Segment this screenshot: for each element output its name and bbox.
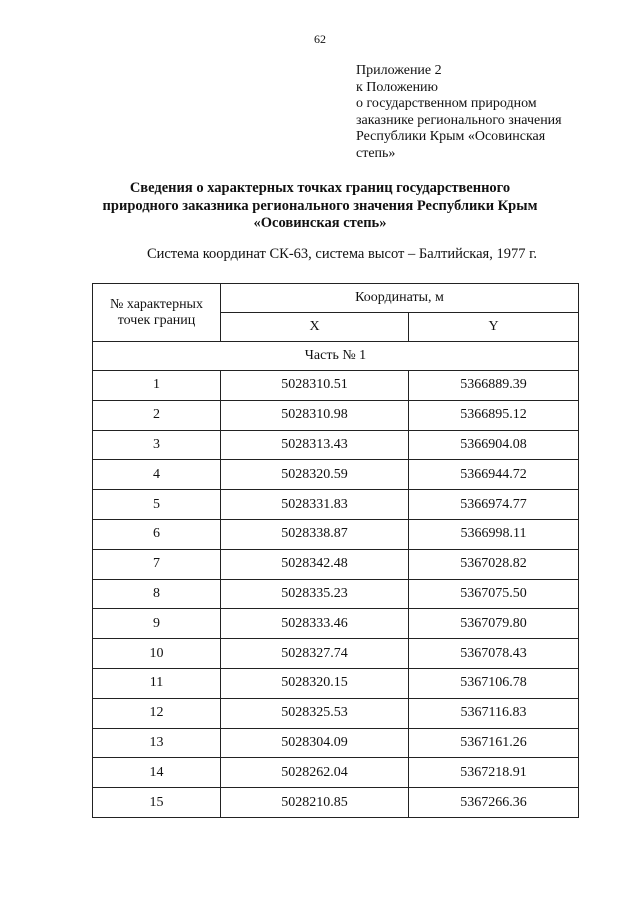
coordinate-system-caption: Система координат СК-63, система высот – Балтийская, 1977 г. bbox=[146, 246, 538, 262]
x-coordinate-cell: 5028335.23 bbox=[221, 579, 409, 609]
y-coordinate-cell: 5367028.82 bbox=[409, 549, 579, 579]
title-line: природного заказника регионального значения Республики Крым bbox=[102, 197, 538, 214]
point-number-cell: 1 bbox=[93, 371, 221, 401]
point-number-cell: 13 bbox=[93, 728, 221, 758]
table-row bbox=[93, 400, 579, 430]
y-coordinate-cell: 5367075.50 bbox=[409, 579, 579, 609]
document-title bbox=[40, 180, 600, 233]
point-number-cell: 3 bbox=[93, 430, 221, 460]
y-coordinate-cell: 5366889.39 bbox=[409, 371, 579, 401]
y-coordinate-cell: 5367116.83 bbox=[409, 698, 579, 728]
y-coordinate-cell: 5367161.26 bbox=[409, 728, 579, 758]
x-coordinate-cell: 5028338.87 bbox=[221, 519, 409, 549]
x-coordinate-cell: 5028331.83 bbox=[221, 490, 409, 520]
point-number-cell: 8 bbox=[93, 579, 221, 609]
x-coordinate-cell: 5028262.04 bbox=[221, 758, 409, 788]
x-coordinate-cell: 5028342.48 bbox=[221, 549, 409, 579]
coordinates-header: Координаты, м bbox=[221, 284, 579, 313]
point-header-line: точек границ bbox=[117, 312, 196, 328]
point-number-cell: 9 bbox=[93, 609, 221, 639]
title-line: Сведения о характерных точках границ государственного bbox=[129, 180, 511, 196]
table-row bbox=[93, 639, 579, 669]
table-row bbox=[93, 728, 579, 758]
coordinates-table-body bbox=[93, 284, 579, 818]
table-row bbox=[93, 579, 579, 609]
table-row bbox=[93, 490, 579, 520]
y-coordinate-cell: 5367218.91 bbox=[409, 758, 579, 788]
coordinates-table bbox=[92, 283, 579, 818]
y-coordinate-cell: 5367106.78 bbox=[409, 668, 579, 698]
part-label: Часть № 1 bbox=[93, 342, 579, 371]
table-row bbox=[93, 519, 579, 549]
appendix-line: Республики Крым «Осовинская bbox=[356, 129, 546, 144]
appendix-note bbox=[356, 63, 616, 162]
title-line: «Осовинская степь» bbox=[253, 215, 387, 231]
y-coordinate-cell: 5367079.80 bbox=[409, 609, 579, 639]
appendix-line: к Положению bbox=[356, 79, 439, 95]
appendix-line: Приложение 2 bbox=[356, 63, 442, 78]
y-coordinate-cell: 5366944.72 bbox=[409, 460, 579, 490]
table-header-row bbox=[93, 284, 579, 313]
y-coordinate-cell: 5367078.43 bbox=[409, 639, 579, 669]
point-number-cell: 14 bbox=[93, 758, 221, 788]
table-row bbox=[93, 758, 579, 788]
x-coordinate-cell: 5028320.59 bbox=[221, 460, 409, 490]
x-coordinate-cell: 5028210.85 bbox=[221, 788, 409, 818]
x-coordinate-cell: 5028325.53 bbox=[221, 698, 409, 728]
x-coordinate-cell: 5028333.46 bbox=[221, 609, 409, 639]
appendix-line: о государственном природном bbox=[356, 96, 537, 111]
y-coordinate-cell: 5366998.11 bbox=[409, 519, 579, 549]
table-row bbox=[93, 609, 579, 639]
point-number-cell: 11 bbox=[93, 668, 221, 698]
part-row bbox=[93, 342, 579, 371]
x-coordinate-cell: 5028313.43 bbox=[221, 430, 409, 460]
point-number-cell: 2 bbox=[93, 400, 221, 430]
x-coordinate-cell: 5028304.09 bbox=[221, 728, 409, 758]
point-number-cell: 15 bbox=[93, 788, 221, 818]
y-coordinate-cell: 5366904.08 bbox=[409, 430, 579, 460]
y-coordinate-cell: 5366895.12 bbox=[409, 400, 579, 430]
x-coordinate-cell: 5028310.51 bbox=[221, 371, 409, 401]
point-number-cell: 4 bbox=[93, 460, 221, 490]
x-header: X bbox=[221, 313, 409, 342]
appendix-line: степь» bbox=[356, 145, 396, 161]
point-header-line: № характерных bbox=[110, 296, 203, 312]
table-row bbox=[93, 549, 579, 579]
y-coordinate-cell: 5366974.77 bbox=[409, 490, 579, 520]
y-coordinate-cell: 5367266.36 bbox=[409, 788, 579, 818]
table-row bbox=[93, 460, 579, 490]
point-number-cell: 12 bbox=[93, 698, 221, 728]
point-number-cell: 7 bbox=[93, 549, 221, 579]
point-number-cell: 10 bbox=[93, 639, 221, 669]
table-row bbox=[93, 788, 579, 818]
x-coordinate-cell: 5028320.15 bbox=[221, 668, 409, 698]
page-number: 62 bbox=[314, 32, 326, 46]
x-coordinate-cell: 5028310.98 bbox=[221, 400, 409, 430]
appendix-line: заказнике регионального значения bbox=[356, 112, 562, 128]
table-row bbox=[93, 430, 579, 460]
x-coordinate-cell: 5028327.74 bbox=[221, 639, 409, 669]
point-number-header bbox=[93, 284, 221, 342]
point-number-cell: 6 bbox=[93, 519, 221, 549]
point-number-cell: 5 bbox=[93, 490, 221, 520]
y-header: Y bbox=[409, 313, 579, 342]
table-row bbox=[93, 668, 579, 698]
table-row bbox=[93, 698, 579, 728]
table-row bbox=[93, 371, 579, 401]
